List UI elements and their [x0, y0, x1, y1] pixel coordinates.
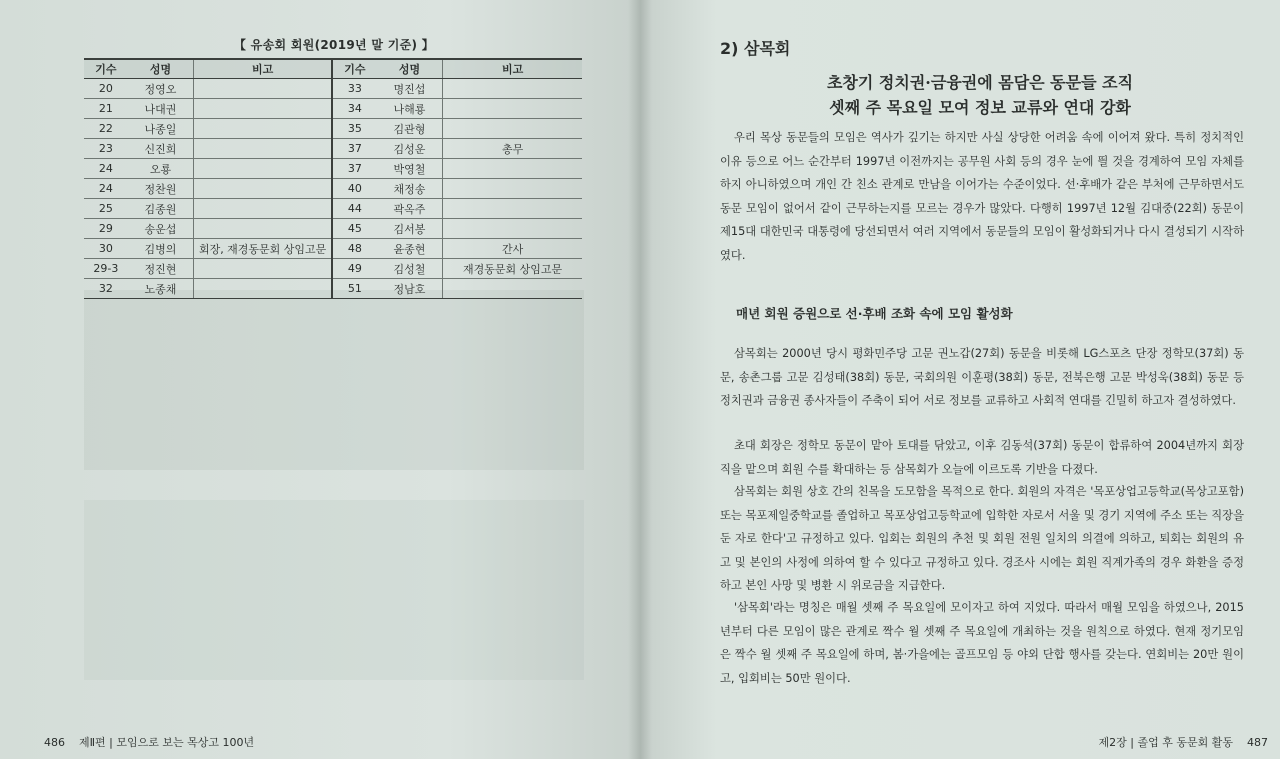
row-note: 회장, 재경동문회 상임고문 — [194, 239, 332, 259]
header-gen-2: 기수 — [332, 59, 377, 79]
table-header-row — [84, 59, 582, 79]
right-page — [640, 0, 1280, 759]
table-row — [84, 159, 582, 179]
row-name: 나대권 — [128, 99, 194, 119]
row-note — [194, 259, 332, 279]
part-title: 제Ⅱ편 | 모임으로 보는 목상고 100년 — [79, 736, 255, 749]
row-gen-2: 49 — [332, 259, 377, 279]
row-gen-2: 33 — [332, 79, 377, 99]
row-note-2: 총무 — [443, 139, 582, 159]
row-gen-2: 37 — [332, 139, 377, 159]
row-name-2: 명진섭 — [377, 79, 443, 99]
row-note — [194, 99, 332, 119]
header-name: 성명 — [128, 59, 194, 79]
row-name-2: 정남호 — [377, 279, 443, 299]
row-note-2 — [443, 179, 582, 199]
row-note-2 — [443, 279, 582, 299]
row-name: 나종일 — [128, 119, 194, 139]
headline-line-2: 셋째 주 목요일 모여 정보 교류와 연대 강화 — [829, 98, 1131, 117]
row-name-2: 곽옥주 — [377, 199, 443, 219]
show-through-image-lower — [84, 500, 584, 680]
row-name-2: 박영철 — [377, 159, 443, 179]
paragraph-4: 삼목회는 회원 상호 간의 친목을 도모함을 목적으로 한다. 회원의 자격은 '목포상업고등학교(목상고포함) 또는 목포제일중학교를 졸업하고 목포상업고등학교에 입학한 자로서 서울 및 경기 지역에 주소 또는 직장을 둔 자로 한다'고 규정하고 있다. 입회는 회원의 추천 및 회원 전원 일치의 의결에 의하고, 퇴회는 회원의 유고 및 본인의 사정에 의하여 할 수 있다고 규정하고 있다. 경조사 시에는 회원 직계가족의 경우 화환을 증정하고 본인 사망 및 병환 시 위로금을 지급한다. — [720, 485, 1244, 592]
row-gen: 30 — [84, 239, 128, 259]
row-name-2: 윤종현 — [377, 239, 443, 259]
row-name-2: 김관형 — [377, 119, 443, 139]
page-number: 487 — [1247, 736, 1268, 749]
row-gen: 24 — [84, 159, 128, 179]
table-row — [84, 199, 582, 219]
row-name-2: 김성운 — [377, 139, 443, 159]
show-through-image — [84, 290, 584, 470]
row-note-2 — [443, 199, 582, 219]
row-note-2 — [443, 79, 582, 99]
paragraph-1: 우리 목상 동문들의 모임은 역사가 깊기는 하지만 사실 상당한 어려움 속에 이어져 왔다. 특히 정치적인 이유 등으로 어느 순간부터 1997년 이전까지는 공무원 사회 등의 경우 눈에 띌 것을 경계하여 모임 자체를 하지 아니하였으며 개인 간 친소 관계로 만남을 이어가는 수준이었다. 선·후배가 같은 부처에 근무하면서도 동문 모임이 없어서 같이 근무하는지를 모르는 경우가 많았다. 다행히 1997년 12월 김대중(22회) 동문이 제15대 대한민국 대통령에 당선되면서 여러 지역에서 동문들의 모임이 활성화되거나 다시 결성되기 시작하였다. — [720, 131, 1244, 262]
row-name: 정영오 — [128, 79, 194, 99]
row-name-2: 김서봉 — [377, 219, 443, 239]
right-footer — [1099, 734, 1268, 750]
row-note — [194, 159, 332, 179]
members-table — [84, 58, 582, 299]
header-note-2: 비고 — [443, 59, 582, 79]
row-gen: 22 — [84, 119, 128, 139]
header-note: 비고 — [194, 59, 332, 79]
row-gen-2: 40 — [332, 179, 377, 199]
row-name: 김병의 — [128, 239, 194, 259]
row-gen-2: 51 — [332, 279, 377, 299]
row-gen-2: 45 — [332, 219, 377, 239]
row-note — [194, 139, 332, 159]
table-row — [84, 119, 582, 139]
row-name: 신진희 — [128, 139, 194, 159]
headline — [720, 70, 1240, 120]
section-heading: 2) 삼목회 — [720, 39, 791, 58]
row-gen: 23 — [84, 139, 128, 159]
table-row — [84, 259, 582, 279]
table-row — [84, 179, 582, 199]
table-row — [84, 239, 582, 259]
header-gen: 기수 — [84, 59, 128, 79]
row-name: 노종채 — [128, 279, 194, 299]
paragraph-5: '삼목회'라는 명칭은 매월 셋째 주 목요일에 모이자고 하여 지었다. 따라서 매월 모임을 하였으나, 2015년부터 다른 모임이 많은 관계로 짝수 월 셋째 주 목요일에 개최하는 것을 원칙으로 하였다. 현재 정기모임은 짝수 월 셋째 주 목요일에 하며, 봄·가을에는 골프모임 등 야외 단합 행사를 갖는다. 연회비는 20만 원이고, 입회비는 50만 원이다. — [720, 601, 1244, 685]
row-name: 정진현 — [128, 259, 194, 279]
paragraph-2: 삼목회는 2000년 당시 평화민주당 고문 권노갑(27회) 동문을 비롯해 LG스포츠 단장 정학모(37회) 동문, 송촌그룹 고문 김성태(38회) 동문, 국회의원 이훈평(38회) 동문, 전북은행 고문 박성욱(38회) 동문 등 정치권과 금융권 종사자들이 주축이 되어 서로 정보를 교류하고 사회적 연대를 긴밀히 하고자 결성하였다. — [720, 347, 1244, 407]
row-name: 송운섭 — [128, 219, 194, 239]
row-name: 오룡 — [128, 159, 194, 179]
row-note-2 — [443, 219, 582, 239]
row-name: 김종원 — [128, 199, 194, 219]
table-row — [84, 79, 582, 99]
row-gen-2: 35 — [332, 119, 377, 139]
row-gen-2: 48 — [332, 239, 377, 259]
row-gen-2: 34 — [332, 99, 377, 119]
row-note-2: 간사 — [443, 239, 582, 259]
row-note — [194, 219, 332, 239]
table-title: 【 유송회 회원(2019년 말 기준) 】 — [233, 38, 435, 52]
row-note — [194, 179, 332, 199]
table-row — [84, 219, 582, 239]
sub-heading: 매년 회원 증원으로 선·후배 조화 속에 모임 활성화 — [736, 306, 1013, 321]
page-number: 486 — [44, 736, 65, 749]
row-gen-2: 44 — [332, 199, 377, 219]
row-note — [194, 79, 332, 99]
row-note — [194, 279, 332, 299]
table-row — [84, 139, 582, 159]
row-gen-2: 37 — [332, 159, 377, 179]
row-note — [194, 119, 332, 139]
row-note-2 — [443, 119, 582, 139]
book-gutter — [628, 0, 652, 759]
row-name-2: 나해룡 — [377, 99, 443, 119]
headline-line-1: 초창기 정치권·금융권에 몸담은 동문들 조직 — [826, 73, 1134, 92]
table-row — [84, 279, 582, 299]
row-note-2: 재경동문회 상임고문 — [443, 259, 582, 279]
row-gen: 20 — [84, 79, 128, 99]
row-gen: 21 — [84, 99, 128, 119]
row-note-2 — [443, 159, 582, 179]
row-gen: 25 — [84, 199, 128, 219]
row-gen: 32 — [84, 279, 128, 299]
paragraph-3: 초대 회장은 정학모 동문이 맡아 토대를 닦았고, 이후 김동석(37회) 동문이 합류하여 2004년까지 회장직을 맡으며 회원 수를 확대하는 등 삼목회가 오늘에 이르도록 기반을 다졌다. — [720, 439, 1244, 476]
row-gen: 29-3 — [84, 259, 128, 279]
row-gen: 29 — [84, 219, 128, 239]
row-note — [194, 199, 332, 219]
row-name-2: 채정송 — [377, 179, 443, 199]
table-row — [84, 99, 582, 119]
row-note-2 — [443, 99, 582, 119]
row-gen: 24 — [84, 179, 128, 199]
row-name-2: 김성철 — [377, 259, 443, 279]
header-name-2: 성명 — [377, 59, 443, 79]
chapter-title: 제2장 | 졸업 후 동문회 활동 — [1098, 736, 1233, 749]
row-name: 정찬원 — [128, 179, 194, 199]
left-footer — [44, 734, 254, 750]
